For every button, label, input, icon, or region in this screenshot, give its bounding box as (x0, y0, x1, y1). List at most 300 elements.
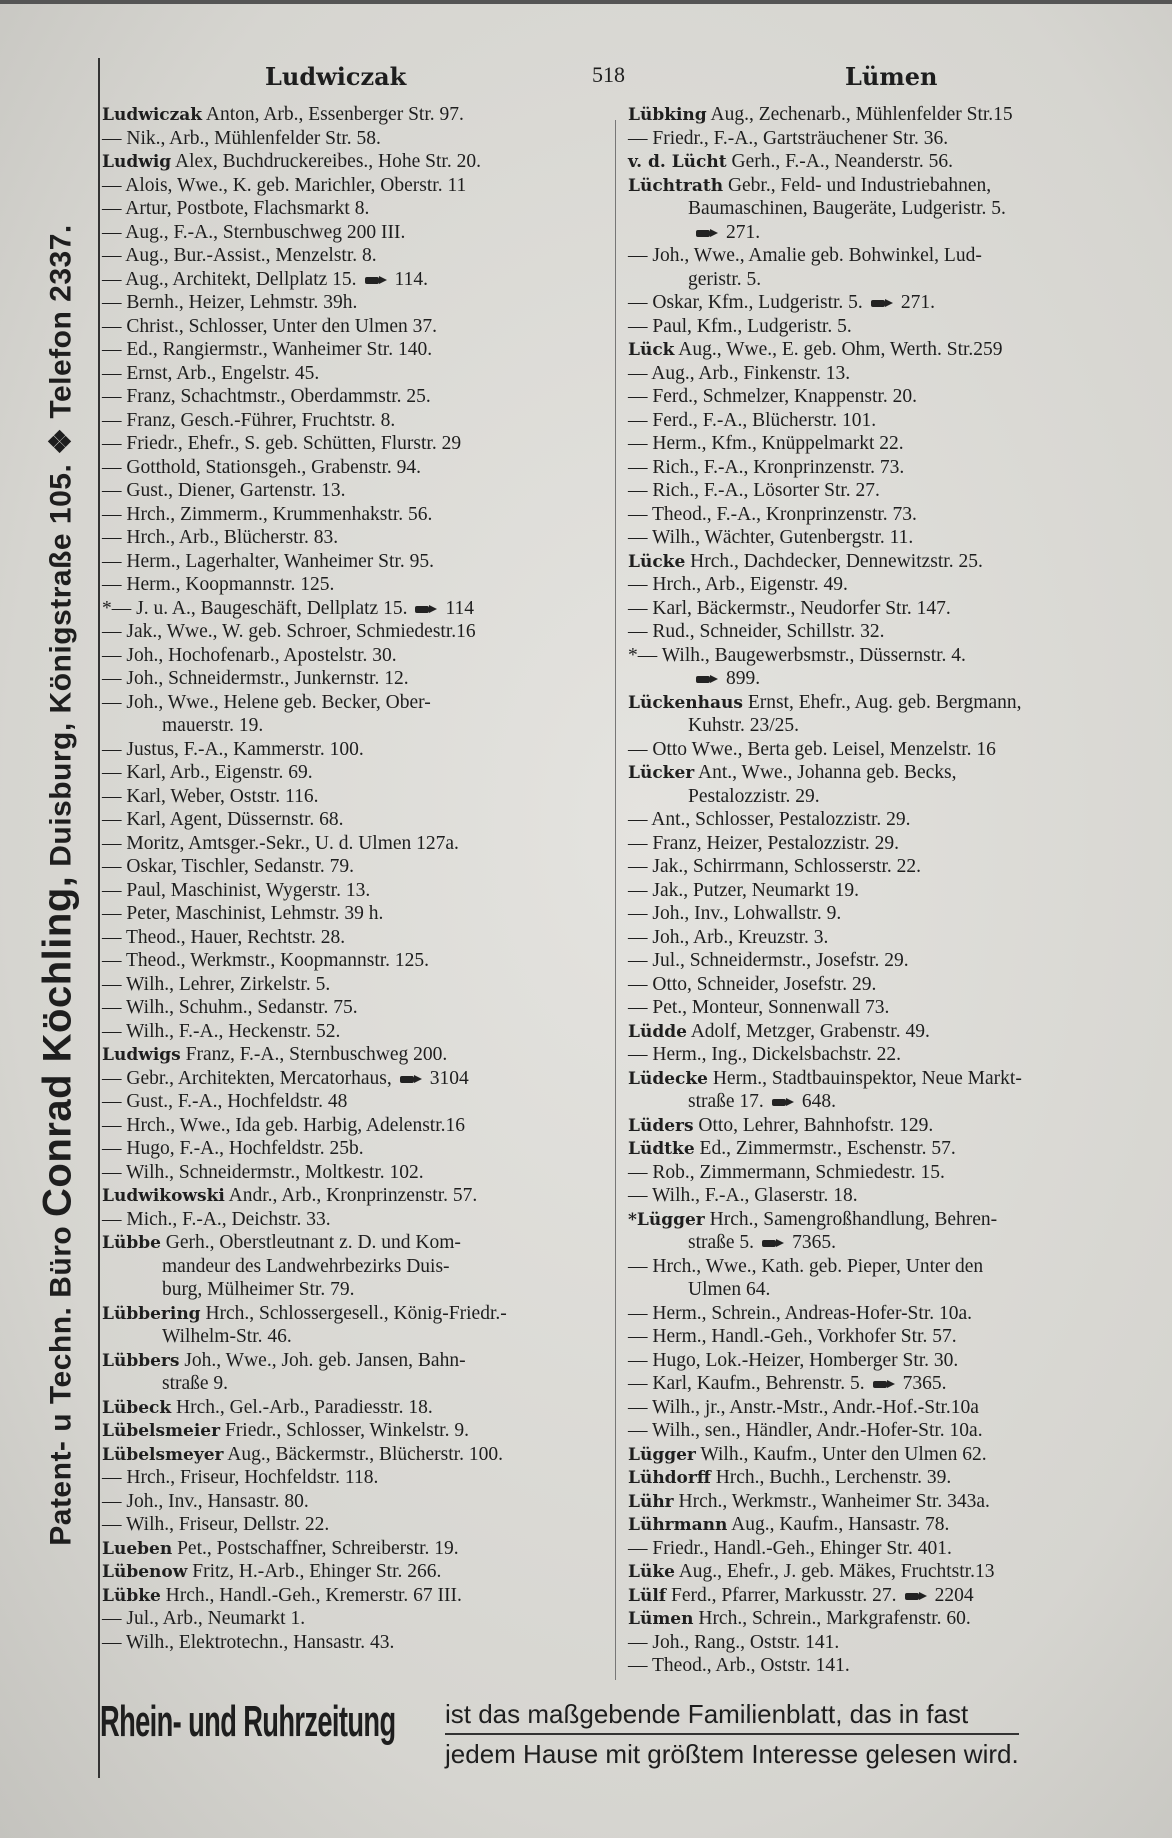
entry-text: Friedr., Schlosser, Winkelstr. 9. (220, 1420, 469, 1441)
directory-entry-line (102, 808, 622, 832)
entry-text: — Wilh., Wächter, Gutenbergstr. 11. (628, 527, 914, 548)
entry-text: — Herm., Lagerhalter, Wanheimer Str. 95. (102, 550, 434, 572)
surname: Lücker (628, 763, 695, 783)
directory-entry-line (102, 526, 622, 550)
directory-entry-line (102, 1537, 622, 1561)
directory-entry-line (628, 1043, 1148, 1067)
directory-entry-line (628, 855, 1148, 879)
entry-text: — Wilh., Lehrer, Zirkelstr. 5. (102, 973, 331, 995)
directory-entry-line (628, 479, 1148, 503)
entry-text: — Wilh., Schneidermstr., Moltkestr. 102. (102, 1161, 424, 1183)
directory-entry-line (628, 1466, 1148, 1490)
directory-entry-line (628, 808, 1148, 832)
entry-text: Adolf, Metzger, Grabenstr. 49. (686, 1020, 930, 1042)
surname: Lübelsmeyer (102, 1444, 224, 1465)
directory-entry-line (102, 1419, 622, 1443)
directory-entry-line (102, 855, 622, 879)
directory-entry-line (628, 597, 1148, 621)
entry-text: — Aug., Architekt, Dellplatz 15. (102, 268, 357, 290)
entry-text: Pet., Postschaffner, Schreiberstr. 19. (172, 1537, 459, 1559)
phone-number: 2204 (934, 1584, 974, 1606)
entry-text: Otto, Lehrer, Bahnhofstr. 129. (693, 1114, 934, 1136)
slogan-line-1: ist das maßgebende Familienblatt, das in fast (445, 1695, 1019, 1735)
telephone-icon (363, 276, 389, 285)
directory-entry-line (102, 1349, 622, 1373)
directory-entry-line (628, 785, 1148, 809)
entry-text: — Wilh., Elektrotechn., Hansastr. 43. (102, 1631, 395, 1653)
directory-entry-line (628, 832, 1148, 856)
side-ad-phone: Telefon 2337. (44, 224, 78, 419)
phone-number: 271. (726, 221, 761, 243)
directory-entry-line (628, 973, 1148, 997)
directory-entry-line (628, 1231, 1148, 1255)
directory-entry-line (102, 644, 622, 668)
directory-entry-line (102, 691, 622, 715)
directory-entry-line (628, 338, 1148, 362)
directory-entry-line (102, 1513, 622, 1537)
directory-entry-line (102, 667, 622, 691)
directory-entry-line (628, 550, 1148, 574)
directory-entry-line (102, 1184, 622, 1208)
directory-entry-line (628, 949, 1148, 973)
surname: Lüders (628, 1115, 694, 1136)
surname: Lüchtrath (628, 175, 724, 196)
entry-text: Hrch., Samengroßhandlung, Behren- (704, 1208, 998, 1230)
surname: Lübke (102, 1585, 161, 1606)
entry-text: — Hrch., Wwe., Kath. geb. Pieper, Unter den (628, 1255, 984, 1277)
directory-entry-line (628, 456, 1148, 480)
entry-text: — Aug., F.-A., Sternbuschweg 200 III. (102, 221, 406, 243)
directory-entry-line (102, 338, 622, 362)
phone-number: 899. (726, 668, 761, 689)
directory-entry-line (628, 385, 1148, 409)
entry-text: — Peter, Maschinist, Lehmstr. 39 h. (102, 903, 384, 924)
entry-text: — Hrch., Friseur, Hochfeldstr. 118. (102, 1467, 379, 1488)
surname: Lübeck (102, 1397, 172, 1418)
surname: Lübbe (102, 1233, 161, 1253)
entry-text: Hrch., Schrein., Markgrafenstr. 60. (693, 1608, 971, 1629)
directory-entry-line (628, 879, 1148, 903)
directory-entry-line (628, 1443, 1148, 1467)
phone-number: 7365. (902, 1373, 947, 1394)
directory-entry-line (628, 103, 1148, 127)
entry-text: — Herm., Koopmannstr. 125. (102, 574, 335, 595)
surname: Lüdtke (628, 1139, 695, 1159)
entry-text: geristr. 5. (688, 268, 762, 290)
surname: Lübbers (102, 1350, 180, 1371)
entry-text: — Ferd., Schmelzer, Knappenstr. 20. (628, 386, 917, 407)
entry-text: — Hrch., Arb., Eigenstr. 49. (628, 574, 848, 595)
surname: Lüdde (628, 1021, 687, 1042)
directory-entry-line (102, 456, 622, 480)
entry-text: — Oskar, Tischler, Sedanstr. 79. (102, 856, 354, 877)
directory-entry-line (102, 1043, 622, 1067)
entry-text: — Wilh., F.-A., Glaserstr. 18. (628, 1185, 858, 1206)
entry-text: — Joh., Inv., Lohwallstr. 9. (628, 903, 842, 924)
phone-number: 648. (801, 1091, 836, 1112)
entry-text: Gebr., Feld- und Industriebahnen, (723, 174, 992, 196)
entry-text: — Hrch., Arb., Blücherstr. 83. (102, 527, 339, 548)
surname: Lübbering (102, 1303, 201, 1324)
entry-text: — Joh., Inv., Hansastr. 80. (102, 1490, 309, 1512)
directory-entry-line (628, 197, 1148, 221)
entry-text: Kuhstr. 23/25. (688, 715, 800, 736)
entry-text: Andr., Arb., Kronprinzenstr. 57. (224, 1185, 478, 1206)
surname: Lühdorff (628, 1468, 711, 1488)
entry-text: Anton, Arb., Essenberger Str. 97. (202, 104, 464, 125)
directory-entry-line (102, 1114, 622, 1138)
directory-entry-line (628, 1114, 1148, 1138)
telephone-icon (903, 1592, 929, 1601)
directory-entry-line (102, 103, 622, 127)
directory-entry-line (102, 1396, 622, 1420)
directory-entry-line (102, 1443, 622, 1467)
entry-text: — Ferd., F.-A., Blücherstr. 101. (628, 409, 877, 431)
directory-entry-line (102, 197, 622, 221)
directory-entry-line (102, 291, 622, 315)
telephone-icon (413, 605, 439, 614)
entry-text: — Hrch., Zimmerm., Krummenhakstr. 56. (102, 503, 433, 525)
entry-text: Ed., Zimmermstr., Eschenstr. 57. (694, 1138, 956, 1159)
directory-entry-line (628, 503, 1148, 527)
directory-entry-line (102, 996, 622, 1020)
directory-entry-line (102, 432, 622, 456)
entry-text: Hrch., Handl.-Geh., Kremerstr. 67 III. (160, 1584, 462, 1606)
directory-entry-line (102, 1490, 622, 1514)
directory-entry-line (628, 1067, 1148, 1091)
newspaper-brand: Rhein- und Ruhrzeitung (100, 1697, 396, 1746)
entry-text: — Franz, Schachtmstr., Oberdammstr. 25. (102, 386, 431, 407)
entry-text: — Herm., Ing., Dickelsbachstr. 22. (628, 1044, 901, 1065)
surname: Lueben (102, 1538, 173, 1559)
entry-text: — Theod., Werkmstr., Koopmannstr. 125. (102, 950, 430, 971)
directory-entry-line (102, 244, 622, 268)
telephone-icon (694, 675, 720, 684)
surname: Lübenow (102, 1562, 188, 1582)
entry-text: — Hrch., Wwe., Ida geb. Harbig, Adelenstr.16 (102, 1114, 466, 1136)
right-column (628, 103, 1148, 1678)
directory-entry-line (102, 832, 622, 856)
entry-text: — Christ., Schlosser, Unter den Ulmen 37. (102, 315, 438, 337)
entry-text: — Franz, Heizer, Pestalozzistr. 29. (628, 832, 900, 854)
entry-text: mandeur des Landwehrbezirks Duis- (162, 1255, 450, 1277)
page-number: 518 (592, 62, 625, 87)
entry-text: straße 5. (688, 1232, 755, 1253)
directory-entry-line (628, 1161, 1148, 1185)
entry-text: — Gotthold, Stationsgeh., Grabenstr. 94. (102, 456, 422, 478)
directory-entry-line (628, 268, 1148, 292)
directory-entry-line (628, 1278, 1148, 1302)
directory-entry-line (628, 315, 1148, 339)
entry-text: — Joh., Wwe., Helene geb. Becker, Ober- (102, 691, 431, 713)
entry-text: — Herm., Kfm., Knüppelmarkt 22. (628, 433, 904, 454)
directory-entry-line (628, 691, 1148, 715)
entry-text: — Theod., Arb., Oststr. 141. (628, 1655, 850, 1676)
directory-entry-line (628, 761, 1148, 785)
entry-text: — Artur, Postbote, Flachsmarkt 8. (102, 198, 370, 219)
telephone-icon (694, 229, 720, 238)
entry-text: — Alois, Wwe., K. geb. Marichler, Oberstr. 11 (102, 174, 467, 196)
entry-text: — Rud., Schneider, Schillstr. 32. (628, 621, 885, 642)
entry-text: — Aug., Bur.-Assist., Menzelstr. 8. (102, 245, 377, 266)
directory-entry-line (628, 244, 1148, 268)
side-advertisement (28, 60, 88, 1710)
entry-text: — Jul., Schneidermstr., Josefstr. 29. (628, 950, 909, 971)
directory-entry-line (628, 291, 1148, 315)
entry-text: — Jak., Wwe., W. geb. Schroer, Schmiedestr.16 (102, 621, 476, 642)
entry-text: — Hugo, F.-A., Hochfeldstr. 25b. (102, 1138, 364, 1159)
directory-entry-line (628, 1513, 1148, 1537)
entry-text: — Jul., Arb., Neumarkt 1. (102, 1608, 306, 1629)
surname: Lücke (628, 551, 686, 572)
directory-entry-line (102, 573, 622, 597)
directory-entry-line (628, 221, 1148, 245)
entry-text: Wilh., Kaufm., Unter den Ulmen 62. (695, 1443, 987, 1465)
directory-entry-line (628, 1020, 1148, 1044)
entry-text: — Herm., Handl.-Geh., Vorkhofer Str. 57. (628, 1326, 957, 1347)
entry-text: — Franz, Gesch.-Führer, Fruchtstr. 8. (102, 409, 396, 431)
directory-entry-line (102, 221, 622, 245)
entry-text: Ernst, Ehefr., Aug. geb. Bergmann, (742, 691, 1022, 713)
phone-number: 114. (394, 268, 428, 290)
entry-text: Pestalozzistr. 29. (688, 785, 820, 807)
entry-text: Ant., Wwe., Johanna geb. Becks, (694, 762, 957, 783)
header-right-keyword: Lümen (845, 62, 938, 91)
directory-entry-line (102, 1067, 622, 1091)
entry-text: — Joh., Arb., Kreuzstr. 3. (628, 926, 829, 948)
side-ad-address: Duisburg, Königstraße 105. (44, 463, 78, 867)
surname: v. d. Lücht (628, 152, 727, 172)
entry-text: *— J. u. A., Baugeschäft, Dellplatz 15. (102, 597, 408, 619)
directory-entry-line (102, 1161, 622, 1185)
directory-entry-line (628, 1208, 1148, 1232)
entry-text: — Bernh., Heizer, Lehmstr. 39h. (102, 292, 358, 313)
directory-entry-line (628, 174, 1148, 198)
directory-entry-line (628, 902, 1148, 926)
directory-entry-line (102, 174, 622, 198)
directory-entry-line (628, 1349, 1148, 1373)
directory-entry-line (102, 1560, 622, 1584)
entry-text: Baumaschinen, Baugeräte, Ludgeristr. 5. (688, 198, 1006, 219)
entry-text: Aug., Zechenarb., Mühlenfelder Str.15 (706, 104, 1013, 125)
entry-text: — Justus, F.-A., Kammerstr. 100. (102, 738, 364, 760)
entry-text: — Friedr., Ehefr., S. geb. Schütten, Flurstr. 29 (102, 433, 462, 454)
side-ad-name: Conrad Köchling, (35, 875, 80, 1217)
side-ad-separator: ❖ (44, 427, 78, 455)
surname: Ludwiczak (102, 105, 203, 125)
entry-text: — Jak., Putzer, Neumarkt 19. (628, 879, 860, 901)
directory-entry-line (102, 479, 622, 503)
surname: Lülf (628, 1585, 667, 1606)
directory-entry-line (102, 879, 622, 903)
entry-text: Aug., Bäckermstr., Blücherstr. 100. (223, 1443, 503, 1465)
entry-text: Joh., Wwe., Joh. geb. Jansen, Bahn- (179, 1349, 466, 1371)
entry-text: — Friedr., Handl.-Geh., Ehinger Str. 401. (628, 1537, 952, 1559)
directory-entry-line (628, 1255, 1148, 1279)
directory-entry-line (628, 362, 1148, 386)
entry-text: — Otto, Schneider, Josefstr. 29. (628, 973, 877, 995)
directory-entry-line (102, 1372, 622, 1396)
entry-text: — Hugo, Lok.-Heizer, Homberger Str. 30. (628, 1349, 959, 1371)
directory-entry-line (628, 1490, 1148, 1514)
directory-entry-line (628, 1537, 1148, 1561)
surname: Lückenhaus (628, 692, 743, 713)
entry-text: — Paul, Kfm., Ludgeristr. 5. (628, 315, 852, 337)
directory-entry-line (628, 644, 1148, 668)
directory-entry-line (102, 1208, 622, 1232)
directory-entry-line (102, 973, 622, 997)
directory-entry-line (102, 1302, 622, 1326)
directory-entry-line (102, 1631, 622, 1655)
surname: Lüdecke (628, 1068, 708, 1089)
directory-entry-line (628, 150, 1148, 174)
directory-entry-line (628, 1325, 1148, 1349)
directory-entry-line (628, 1372, 1148, 1396)
directory-entry-line (628, 1607, 1148, 1631)
directory-entry-line (102, 1255, 622, 1279)
entry-text: burg, Mülheimer Str. 79. (162, 1279, 355, 1300)
entry-text: — Rob., Zimmermann, Schmiedestr. 15. (628, 1161, 945, 1183)
entry-text: — Ernst, Arb., Engelstr. 45. (102, 362, 320, 384)
entry-text: — Gust., Diener, Gartenstr. 13. (102, 480, 346, 501)
directory-entry-line (102, 620, 622, 644)
entry-text: Ferd., Pfarrer, Markusstr. 27. (666, 1584, 897, 1606)
directory-entry-line (102, 362, 622, 386)
surname: Lügger (628, 1444, 696, 1465)
directory-entry-line (102, 785, 622, 809)
directory-entry-line (628, 667, 1148, 691)
directory-entry-line (628, 1584, 1148, 1608)
directory-entry-line (102, 550, 622, 574)
surname: Lühr (628, 1491, 674, 1512)
entry-text: — Karl, Arb., Eigenstr. 69. (102, 762, 313, 783)
entry-text: straße 9. (162, 1373, 229, 1394)
directory-entry-line (628, 1419, 1148, 1443)
directory-entry-line (628, 996, 1148, 1020)
surname: Lümen (628, 1609, 694, 1629)
entry-text: — Gebr., Architekten, Mercatorhaus, (102, 1067, 392, 1089)
surname: Ludwikowski (102, 1186, 225, 1206)
directory-entry-line (102, 1231, 622, 1255)
header-left-keyword: Ludwiczak (265, 62, 407, 91)
entry-text: — Rich., F.-A., Lösorter Str. 27. (628, 480, 880, 501)
entry-text: — Wilh., Schuhm., Sedanstr. 75. (102, 997, 358, 1018)
directory-entry-line (102, 597, 622, 621)
phone-number: 3104 (429, 1067, 469, 1089)
phone-number: 7365. (792, 1232, 836, 1253)
entry-text: — Moritz, Amtsger.-Sekr., U. d. Ulmen 127a. (102, 832, 459, 854)
entry-text: — Theod., F.-A., Kronprinzenstr. 73. (628, 503, 917, 525)
entry-text: — Karl, Agent, Düssernstr. 68. (102, 809, 344, 830)
entry-text: Herm., Stadtbauinspektor, Neue Markt- (707, 1067, 1022, 1089)
entry-text: — Nik., Arb., Mühlenfelder Str. 58. (102, 127, 381, 149)
surname: Ludwig (102, 152, 172, 172)
entry-text: Franz, F.-A., Sternbuschweg 200. (180, 1044, 448, 1065)
entry-text: — Karl, Weber, Oststr. 116. (102, 785, 319, 807)
entry-text: — Wilh., sen., Händler, Andr.-Hofer-Str. 10a. (628, 1420, 983, 1441)
phone-number: 114 (445, 597, 474, 619)
entry-text: — Herm., Schrein., Andreas-Hofer-Str. 10a. (628, 1302, 973, 1324)
entry-text: — Wilh., jr., Anstr.-Mstr., Andr.-Hof.-Str.10a (628, 1396, 979, 1418)
entry-text: — Wilh., F.-A., Heckenstr. 52. (102, 1020, 341, 1042)
directory-entry-line (102, 409, 622, 433)
entry-text: Hrch., Gel.-Arb., Paradiesstr. 18. (171, 1396, 433, 1418)
entry-text: — Otto Wwe., Berta geb. Leisel, Menzelstr. 16 (628, 738, 996, 760)
entry-text: — Friedr., F.-A., Gartsträuchener Str. 36. (628, 127, 949, 149)
telephone-icon (770, 1098, 796, 1107)
entry-text: — Mich., F.-A., Deichstr. 33. (102, 1208, 331, 1230)
slogan-line-2: jedem Hause mit größtem Interesse gelesen wird. (445, 1739, 1019, 1769)
directory-entry-line (628, 1654, 1148, 1678)
directory-entry-line (102, 127, 622, 151)
entry-text: — Ed., Rangiermstr., Wanheimer Str. 140. (102, 339, 433, 360)
entry-text: Ulmen 64. (688, 1279, 771, 1300)
entry-text: Wilhelm-Str. 46. (162, 1326, 292, 1347)
directory-entry-line (102, 714, 622, 738)
entry-text: — Karl, Kaufm., Behrenstr. 5. (628, 1373, 865, 1394)
entry-text: — Pet., Monteur, Sonnenwall 73. (628, 997, 890, 1018)
surname: *Lügger (628, 1209, 705, 1230)
directory-entry-line (102, 949, 622, 973)
directory-entry-line (102, 902, 622, 926)
entry-text: — Joh., Schneidermstr., Junkernstr. 12. (102, 668, 409, 689)
directory-entry-line (628, 1137, 1148, 1161)
directory-entry-line (628, 926, 1148, 950)
directory-entry-line (628, 1302, 1148, 1326)
surname: Lübelsmeier (102, 1421, 221, 1441)
entry-text: Hrch., Werkmstr., Wanheimer Str. 343a. (673, 1490, 990, 1512)
directory-entry-line (102, 1466, 622, 1490)
entry-text: *— Wilh., Baugewerbsmstr., Düssernstr. 4. (628, 644, 966, 666)
directory-entry-line (102, 1325, 622, 1349)
phone-number: 271. (900, 292, 935, 313)
directory-entry-line (102, 1607, 622, 1631)
entry-text: — Joh., Rang., Oststr. 141. (628, 1631, 840, 1653)
directory-entry-line (102, 503, 622, 527)
entry-text: Aug., Ehefr., J. geb. Mäkes, Fruchtstr.13 (674, 1561, 995, 1582)
directory-entry-line (102, 150, 622, 174)
directory-entry-line (628, 1090, 1148, 1114)
entry-text: mauerstr. 19. (162, 715, 264, 736)
entry-text: Alex, Buchdruckereibes., Hohe Str. 20. (171, 151, 481, 172)
directory-entry-line (628, 1184, 1148, 1208)
directory-entry-line (102, 738, 622, 762)
top-edge (0, 0, 1172, 4)
directory-entry-line (102, 1137, 622, 1161)
entry-text: — Joh., Hochofenarb., Apostelstr. 30. (102, 644, 397, 666)
margin-rule (98, 58, 100, 1778)
directory-entry-line (102, 315, 622, 339)
entry-text: Aug., Wwe., E. geb. Ohm, Werth. Str.259 (674, 339, 1003, 360)
directory-entry-line (628, 714, 1148, 738)
entry-text: Gerh., Oberstleutnant z. D. und Kom- (160, 1232, 461, 1253)
surname: Lüke (628, 1562, 675, 1582)
entry-text: Hrch., Schlossergesell., König-Friedr.- (200, 1302, 507, 1324)
telephone-icon (871, 1380, 897, 1389)
entry-text: — Karl, Bäckermstr., Neudorfer Str. 147. (628, 597, 951, 619)
directory-entry-line (102, 1090, 622, 1114)
entry-text: straße 17. (688, 1091, 764, 1112)
directory-entry-line (628, 1560, 1148, 1584)
entry-text: Hrch., Dachdecker, Dennewitzstr. 25. (685, 550, 983, 572)
directory-entry-line (102, 268, 622, 292)
telephone-icon (869, 299, 895, 308)
directory-entry-line (628, 409, 1148, 433)
telephone-icon (398, 1075, 424, 1084)
surname: Lührmann (628, 1515, 728, 1535)
left-column (102, 103, 622, 1654)
directory-entry-line (628, 1396, 1148, 1420)
